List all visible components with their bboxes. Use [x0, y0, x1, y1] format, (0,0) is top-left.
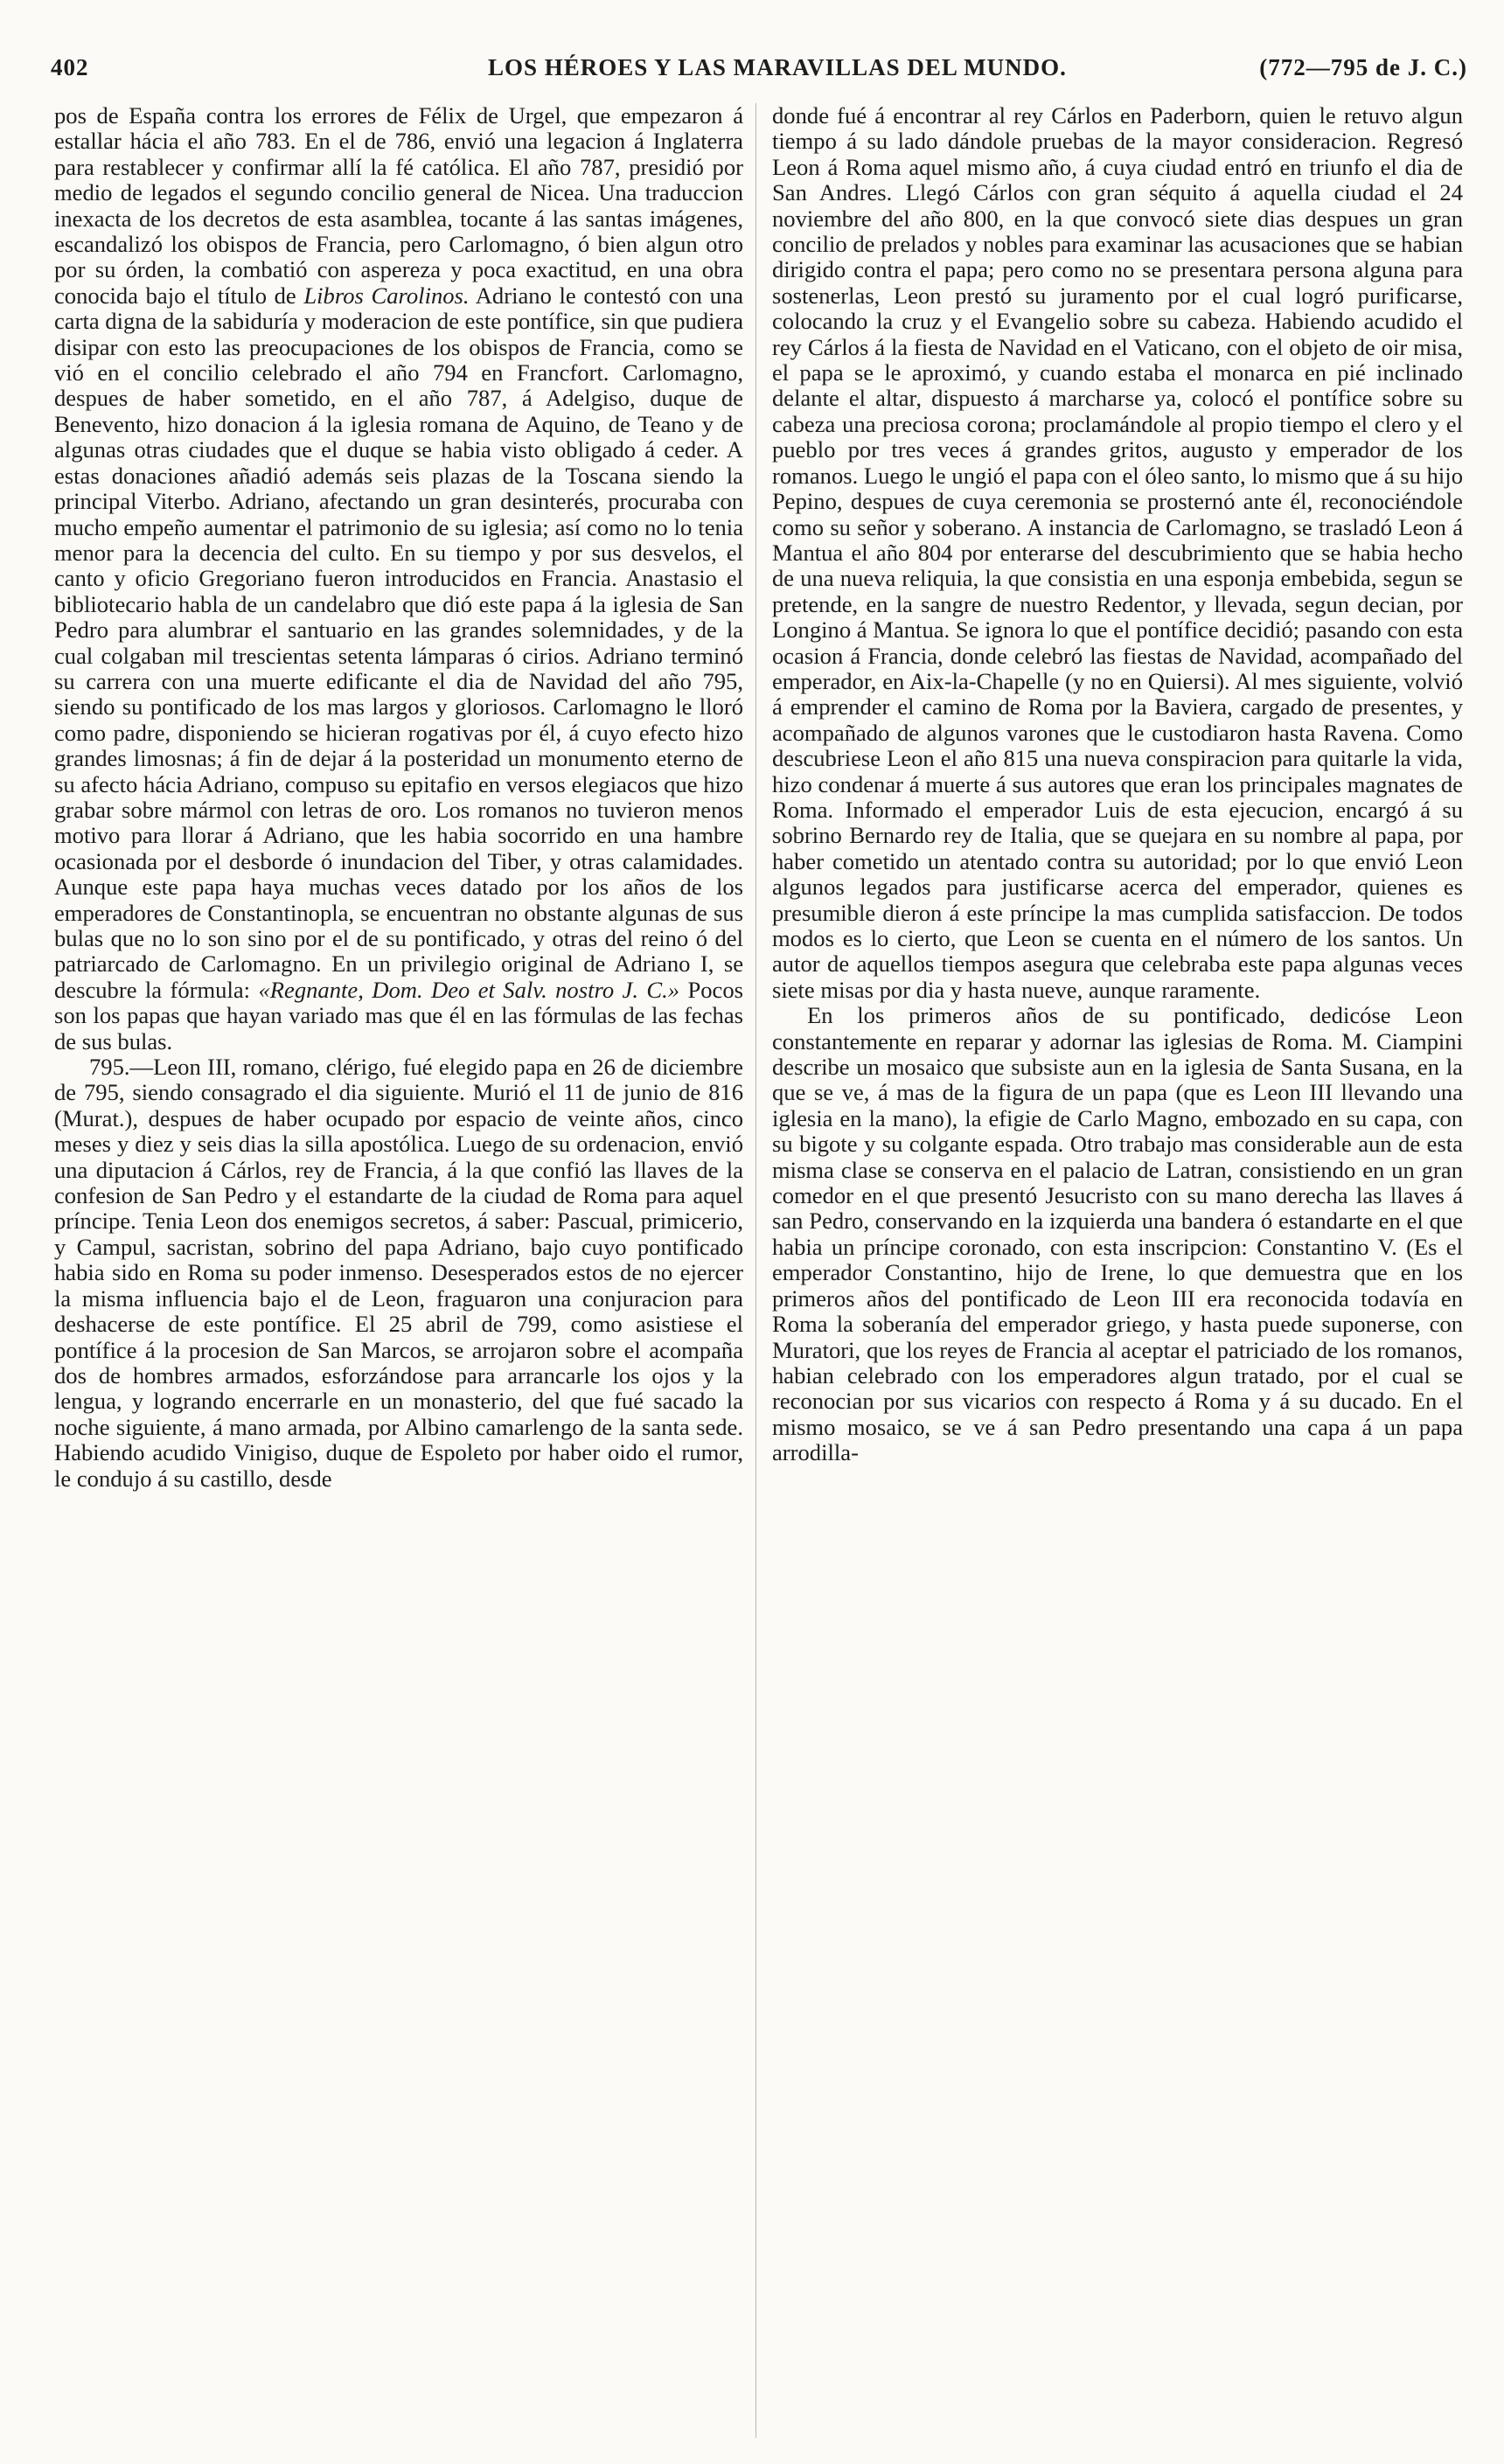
italic-title: Libros Carolinos. — [303, 282, 470, 309]
text-run: pos de España contra los errores de Félix de Urgel, que empezaron á estallar hácia el año 783. En el de 786, envió una legacion á Inglaterra para restablecer y confirmar allí la fé católica. El año 787, presidió por medio de legados el segundo concilio general de Nicea. Una traduccion inexacta de los decretos de esta asamblea, tocante á las santas imágenes, escandalizó los obispos de Francia, pero Carlomagno, ó bien algun otro por su órden, la combatió con aspereza y poca exactitud, en una obra conocida bajo el título de — [54, 102, 743, 309]
paragraph-leon-continued: donde fué á encontrar al rey Cárlos en Paderborn, quien le retuvo algun tiempo á su lado dándole pruebas de la mayor consideracion. Regresó Leon á Roma aquel mismo año, á cuya ciudad entró en triunfo el dia de San Andres. Llegó Cárlos con gran séquito á aquella ciudad el 24 noviembre del año 800, en la que convocó siete dias despues un gran concilio de prelados y nobles para examinar las acusaciones que se habian dirigido contra el papa; pero como no se presentara persona alguna para sostenerlas, Leon prestó su juramento por el cual logró purificarse, colocando la cruz y el Evangelio sobre su cabeza. Habiendo acudido el rey Cárlos á la fiesta de Navidad en el Vaticano, con el objeto de oir misa, el papa se le aproximó, y cuando estaba el monarca en pié inclinado delante el altar, dispuesto á marcharse ya, colocó el pontífice sobre su cabeza una preciosa corona; proclamándole al propio tiempo el clero y el pueblo por tres veces á grandes gritos, augusto y emperador de los romanos. Luego le ungió el papa con el óleo santo, lo mismo que á su hijo Pepino, despues de cuya ceremonia se prosternó ante él, reconociéndole como su señor y soberano. A instancia de Carlomagno, se trasladó Leon á Mantua el año 804 por enterarse del descubrimiento que se habia hecho de una nueva reliquia, la que consistia en una esponja embebida, segun se pretende, en la sangre de nuestro Redentor, y llevada, segun decian, por Longino á Mantua. Se ignora lo que el pontífice decidió; pasando con esta ocasion á Francia, donde celebró las fiestas de Navidad, acompañado del emperador, en Aix-la-Chapelle (y no en Quiersi). Al mes siguiente, volvió á emprender el camino de Roma por la Baviera, cargado de presentes, y acompañado de algunos varones que le custodiaron hasta Ravena. Como descubriese Leon el año 815 una nueva conspiracion para quitarle la vida, hizo condenar á muerte á sus autores que eran los principales magnates de Roma. Informado el emperador Luis de esta ejecucion, encargó á su sobrino Bernardo rey de Italia, que se quejara en su nombre al papa, por haber cometido un atentado contra su autoridad; por lo que envió Leon algunos legados para justificarse acerca del emperador, quienes es presumible dieron á este príncipe la mas cumplida satisfaccion. De todos modos es lo cierto, que Leon se cuenta en el número de los santos. Un autor de aquellos tiempos asegura que celebraba este papa algunas veces siete misas por dia y hasta nueve, aunque raramente. — [772, 102, 1463, 1003]
page-number: 402 — [51, 54, 89, 80]
running-header — [51, 54, 1467, 94]
paragraph-leon-iii: 795.—Leon III, romano, clérigo, fué elegido papa en 26 de diciembre de 795, siendo consagrado el dia siguiente. Murió el 11 de junio de 816 (Murat.), despues de haber ocupado por espacio de veinte años, cinco meses y diez y seis dias la silla apostólica. Luego de su ordenacion, envió una diputacion á Cárlos, rey de Francia, á la que confió las llaves de la confesion de San Pedro y el estandarte de la ciudad de Roma para aquel príncipe. Tenia Leon dos enemigos secretos, á saber: Pascual, primicerio, y Campul, sacristan, sobrino del papa Adriano, bajo cuyo pontificado habia sido en Roma su poder inmenso. Desesperados estos de no ejercer la misma influencia bajo el de Leon, fraguaron una conjuracion para deshacerse de este pontífice. El 25 abril de 799, como asistiese el pontífice á la procesion de San Marcos, se arrojaron sobre el acompaña dos de hombres armados, esforzándose para arrancarle los ojos y la lengua, y logrando encerrarle en un monasterio, del que fué sacado la noche siguiente, á mano armada, por Albino camarlengo de la santa sede. Habiendo acudido Vinigiso, duque de Espoleto por haber oido el rumor, le condujo á su castillo, desde — [54, 1054, 743, 1492]
column-divider — [755, 103, 756, 2438]
text-run: Adriano le contestó con una carta digna de la sabiduría y moderacion de este pontífice, sin que pudiera disipar con esto las preocupaciones de los obispos de Francia, como se vió en el concilio celebrado el año 794 en Francfort. Carlomagno, despues de haber sometido, en el año 787, á Adelgiso, duque de Benevento, hizo donacion á la iglesia romana de Aquino, de Teano y de algunas otras ciudades que el duque se habia visto obligado á ceder. A estas donaciones añadió además seis plazas de la Toscana siendo la principal Viterbo. Adriano, afectando un gran desinterés, procuraba con mucho empeño aumentar el patrimonio de su iglesia; así como no lo tenia menor para la decencia del culto. En su tiempo y por sus desvelos, el canto y oficio Gregoriano fueron introducidos en Francia. Anastasio el bibliotecario habla de un candelabro que dió este papa á la iglesia de San Pedro para alumbrar el santuario en las grandes solemnidades, y de la cual colgaban mil trescientas setenta lámparas ó cirios. Adriano terminó su carrera con una muerte edificante el dia de Navidad del año 795, siendo su pontificado de los mas largos y gloriosos. Carlomagno le lloró como padre, disponiendo se hicieran rogativas por él, á cuyo efecto hizo grandes limosnas; á fin de dejar á la posteridad un monumento eterno de su afecto hácia Adriano, compuso su epitafio en versos elegiacos que hizo grabar sobre mármol con letras de oro. Los romanos no tuvieron menos motivo para llorar á Adriano, que les habia socorrido en una hambre ocasionada por el desborde ó inundacion del Tiber, y otras calamidades. Aunque este papa haya muchas veces datado por los años de los emperadores de Constantinopla, se encuentran no obstante algunas de sus bulas que no lo son sino por el de su pontificado, y otras del reino ó del patriarcado de Carlomagno. En un privilegio original de Adriano I, se descubre la fórmula: — [54, 282, 743, 1003]
paragraph-adriano — [54, 103, 743, 1055]
book-title: LOS HÉROES Y LAS MARAVILLAS DEL MUNDO. — [488, 54, 1067, 80]
text-run: Pocos son los papas que hayan variado mas que él en las fórmulas de las fechas de sus bulas. — [54, 976, 743, 1055]
paragraph-mosaics: En los primeros años de su pontificado, dedicóse Leon constantemente en reparar y adornar las iglesias de Roma. M. Ciampini describe un mosaico que subsiste aun en la iglesia de Santa Susana, en la que se ve, á mas de la figura de un papa (que es Leon III llevando una iglesia en la mano), la efigie de Carlo Magno, embozado en su capa, con su bigote y su colgante espada. Otro trabajo mas considerable aun de esta misma clase se conserva en el palacio de Latran, consistiendo en un gran comedor en el que presentó Jesucristo con su mano derecha las llaves á san Pedro, conservando en la izquierda una bandera ó estandarte en el que habia un príncipe coronado, con esta inscripcion: Constantino V. (Es el emperador Constantino, hijo de Irene, lo que demuestra que en los primeros años del pontificado de Leon III era reconocida todavía en Roma la soberanía del emperador griego, y hasta puede suponerse, con Muratori, que los reyes de Francia al aceptar el patriciado de los romanos, habian celebrado con los emperadores algun tratado, por el cual se reconocian por sus vicarios con respecto á Roma y á su ducado. En el mismo mosaico, se ve á san Pedro presentando una capa á un papa arrodilla- — [772, 1002, 1463, 1466]
right-column — [772, 103, 1463, 2438]
left-column — [54, 103, 743, 2438]
italic-formula: «Regnante, Dom. Deo et Salv. nostro J. C.» — [258, 976, 680, 1003]
date-range: (772—795 de J. C.) — [1259, 54, 1467, 80]
